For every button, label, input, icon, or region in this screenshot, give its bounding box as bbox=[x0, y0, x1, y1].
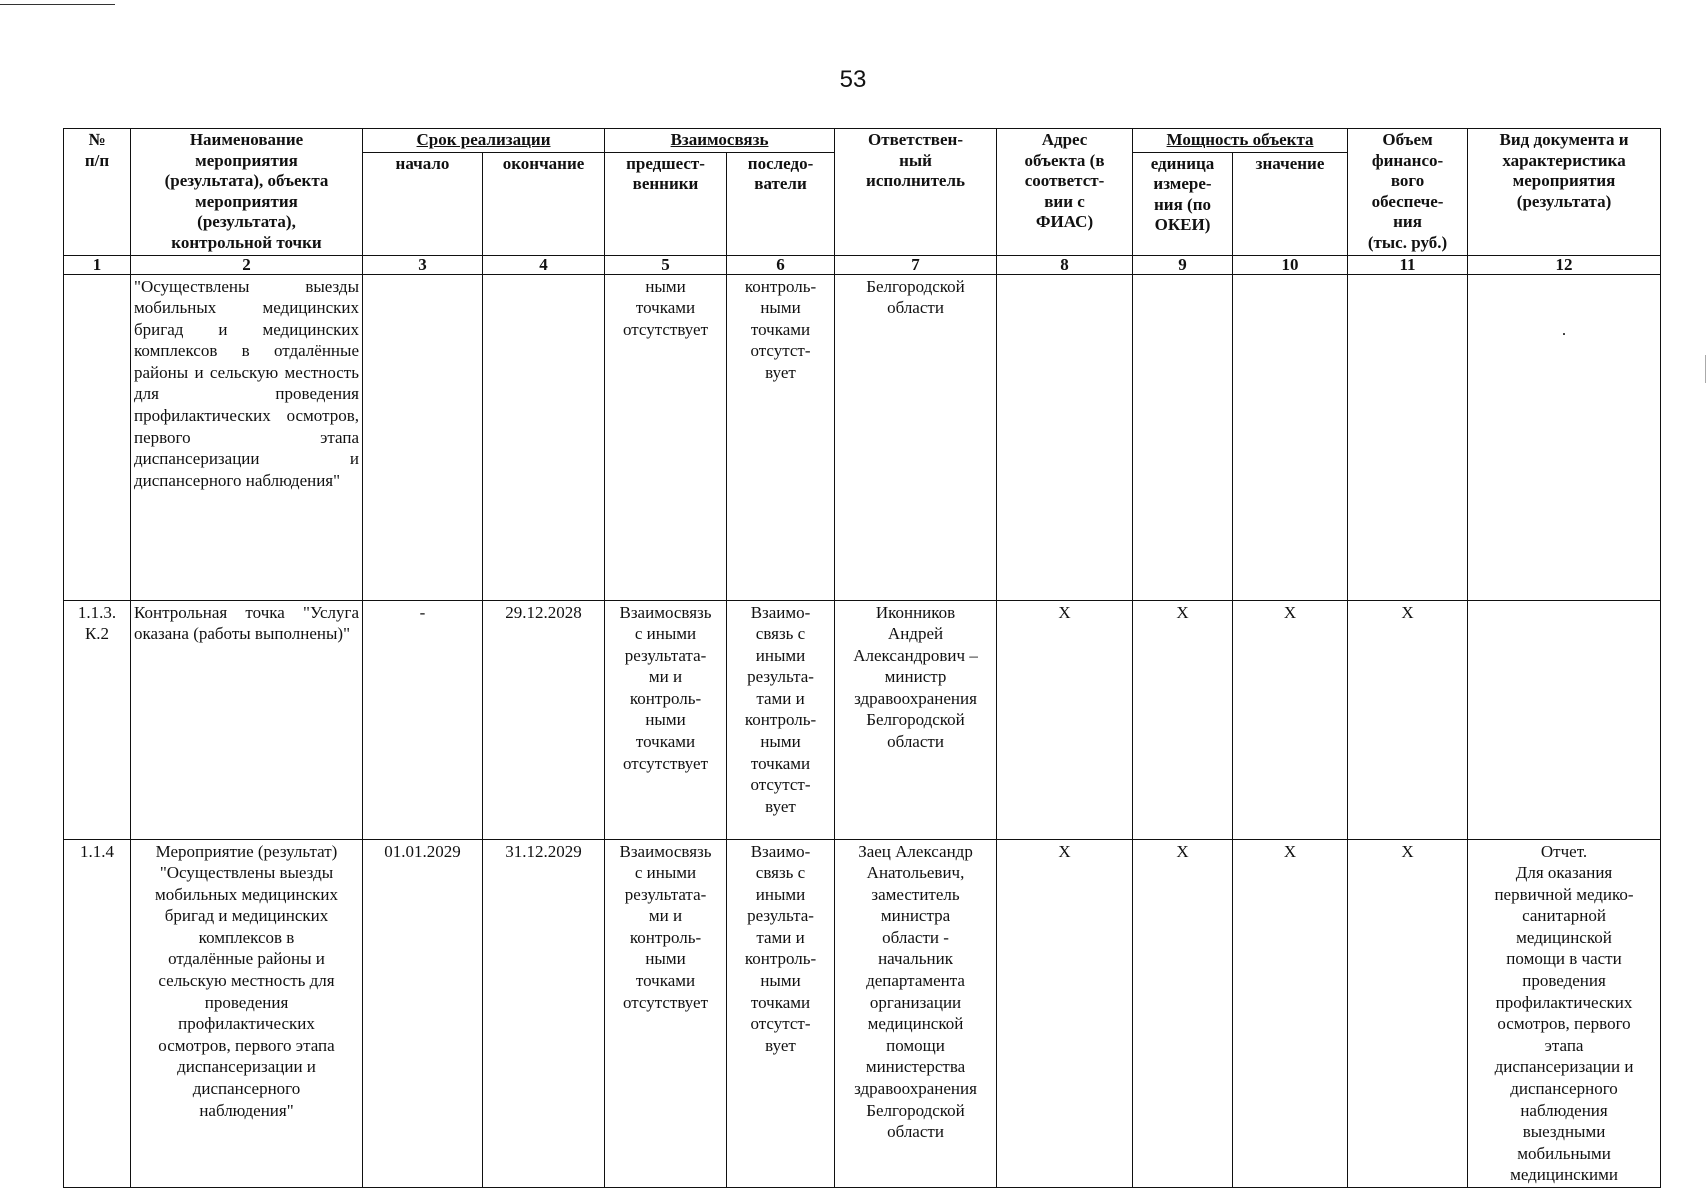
column-number: 7 bbox=[835, 255, 997, 274]
corner-rule bbox=[0, 4, 115, 5]
cell-doc: . bbox=[1468, 274, 1661, 600]
col-header-doc: Вид документа и характеристика мероприятия (результата) bbox=[1468, 129, 1661, 256]
col-header-predecessors: предшест- венники bbox=[605, 152, 727, 255]
cell-unit: Х bbox=[1133, 839, 1233, 1188]
col-header-period: Срок реализации bbox=[363, 129, 605, 153]
col-header-name: Наименование мероприятия (результата), объекта мероприятия (результата), контрольной точки bbox=[131, 129, 363, 256]
cell-predecessors: Взаимосвязь с иными результата- ми и контроль- ными точками отсутствует bbox=[605, 600, 727, 839]
cell-doc: Отчет. Для оказания первичной медико- санитарной медицинской помощи в части проведения профилактических осмотров, первого этапа диспансеризации и диспансерного наблюдения выездными мобильными медицинскими bbox=[1468, 839, 1661, 1188]
cell-successors: Взаимо- связь с иными результа- тами и контроль- ными точками отсутст- вует bbox=[727, 839, 835, 1188]
col-header-executor: Ответствен- ный исполнитель bbox=[835, 129, 997, 256]
cell-name: "Осуществлены выезды мобильных медицинских бригад и медицинских комплексов в отдалённые районы и сельскую местность для проведения профилактических осмотров, первого этапа диспансеризации и диспансерного наблюдения" bbox=[131, 274, 363, 600]
column-number-row bbox=[64, 255, 1661, 274]
cell-doc bbox=[1468, 600, 1661, 839]
column-number: 12 bbox=[1468, 255, 1661, 274]
cell-end bbox=[483, 274, 605, 600]
cell-executor: Заец Александр Анатольевич, заместитель министра области - начальник департамента организации медицинской помощи министерства здравоохранения Белгородской области bbox=[835, 839, 997, 1188]
column-number: 2 bbox=[131, 255, 363, 274]
cell-num: 1.1.4 bbox=[64, 839, 131, 1188]
cell-unit: Х bbox=[1133, 600, 1233, 839]
cell-finance: Х bbox=[1348, 839, 1468, 1188]
cell-start: - bbox=[363, 600, 483, 839]
cell-value: Х bbox=[1233, 839, 1348, 1188]
col-header-num: № п/п bbox=[64, 129, 131, 256]
cell-address: Х bbox=[997, 600, 1133, 839]
column-number: 10 bbox=[1233, 255, 1348, 274]
column-number: 8 bbox=[997, 255, 1133, 274]
cell-finance: Х bbox=[1348, 600, 1468, 839]
column-number: 9 bbox=[1133, 255, 1233, 274]
cell-address: Х bbox=[997, 839, 1133, 1188]
cell-name: Контрольная точка "Услуга оказана (работы выполнены)" bbox=[131, 600, 363, 839]
column-number: 11 bbox=[1348, 255, 1468, 274]
cell-unit bbox=[1133, 274, 1233, 600]
col-header-capacity: Мощность объекта bbox=[1133, 129, 1348, 153]
col-header-link: Взаимосвязь bbox=[605, 129, 835, 153]
col-header-address: Адрес объекта (в соответст- вии с ФИАС) bbox=[997, 129, 1133, 256]
cell-executor: Белгородской области bbox=[835, 274, 997, 600]
cell-start: 01.01.2029 bbox=[363, 839, 483, 1188]
cell-predecessors: Взаимосвязь с иными результата- ми и контроль- ными точками отсутствует bbox=[605, 839, 727, 1188]
plan-table bbox=[63, 128, 1661, 1188]
col-header-start: начало bbox=[363, 152, 483, 255]
cell-num: 1.1.3. К.2 bbox=[64, 600, 131, 839]
col-header-value: значение bbox=[1233, 152, 1348, 255]
table-row bbox=[64, 839, 1661, 1188]
column-number: 1 bbox=[64, 255, 131, 274]
column-number: 5 bbox=[605, 255, 727, 274]
cell-successors: контроль- ными точками отсутст- вует bbox=[727, 274, 835, 600]
page-number: 53 bbox=[839, 66, 867, 93]
col-header-finance: Объем финансо- вого обеспече- ния (тыс. руб.) bbox=[1348, 129, 1468, 256]
cell-executor: Иконников Андрей Александрович – министр здравоохранения Белгородской области bbox=[835, 600, 997, 839]
cell-successors: Взаимо- связь с иными результа- тами и контроль- ными точками отсутст- вует bbox=[727, 600, 835, 839]
column-number: 4 bbox=[483, 255, 605, 274]
cell-name: Мероприятие (результат) "Осуществлены выезды мобильных медицинских бригад и медицинских комплексов в отдалённые районы и сельскую местность для проведения профилактических осмотров, первого этапа диспансеризации и диспансерного наблюдения" bbox=[131, 839, 363, 1188]
cell-finance bbox=[1348, 274, 1468, 600]
cell-value: Х bbox=[1233, 600, 1348, 839]
table-row bbox=[64, 274, 1661, 600]
cell-predecessors: ными точками отсутствует bbox=[605, 274, 727, 600]
column-number: 3 bbox=[363, 255, 483, 274]
cell-end: 31.12.2029 bbox=[483, 839, 605, 1188]
cell-end: 29.12.2028 bbox=[483, 600, 605, 839]
col-header-successors: последо- ватели bbox=[727, 152, 835, 255]
col-header-end: окончание bbox=[483, 152, 605, 255]
header-row-top bbox=[64, 129, 1661, 153]
cell-value bbox=[1233, 274, 1348, 600]
col-header-unit: единица измере- ния (по ОКЕИ) bbox=[1133, 152, 1233, 255]
cell-start bbox=[363, 274, 483, 600]
cell-address bbox=[997, 274, 1133, 600]
cell-num bbox=[64, 274, 131, 600]
column-number: 6 bbox=[727, 255, 835, 274]
table-row bbox=[64, 600, 1661, 839]
